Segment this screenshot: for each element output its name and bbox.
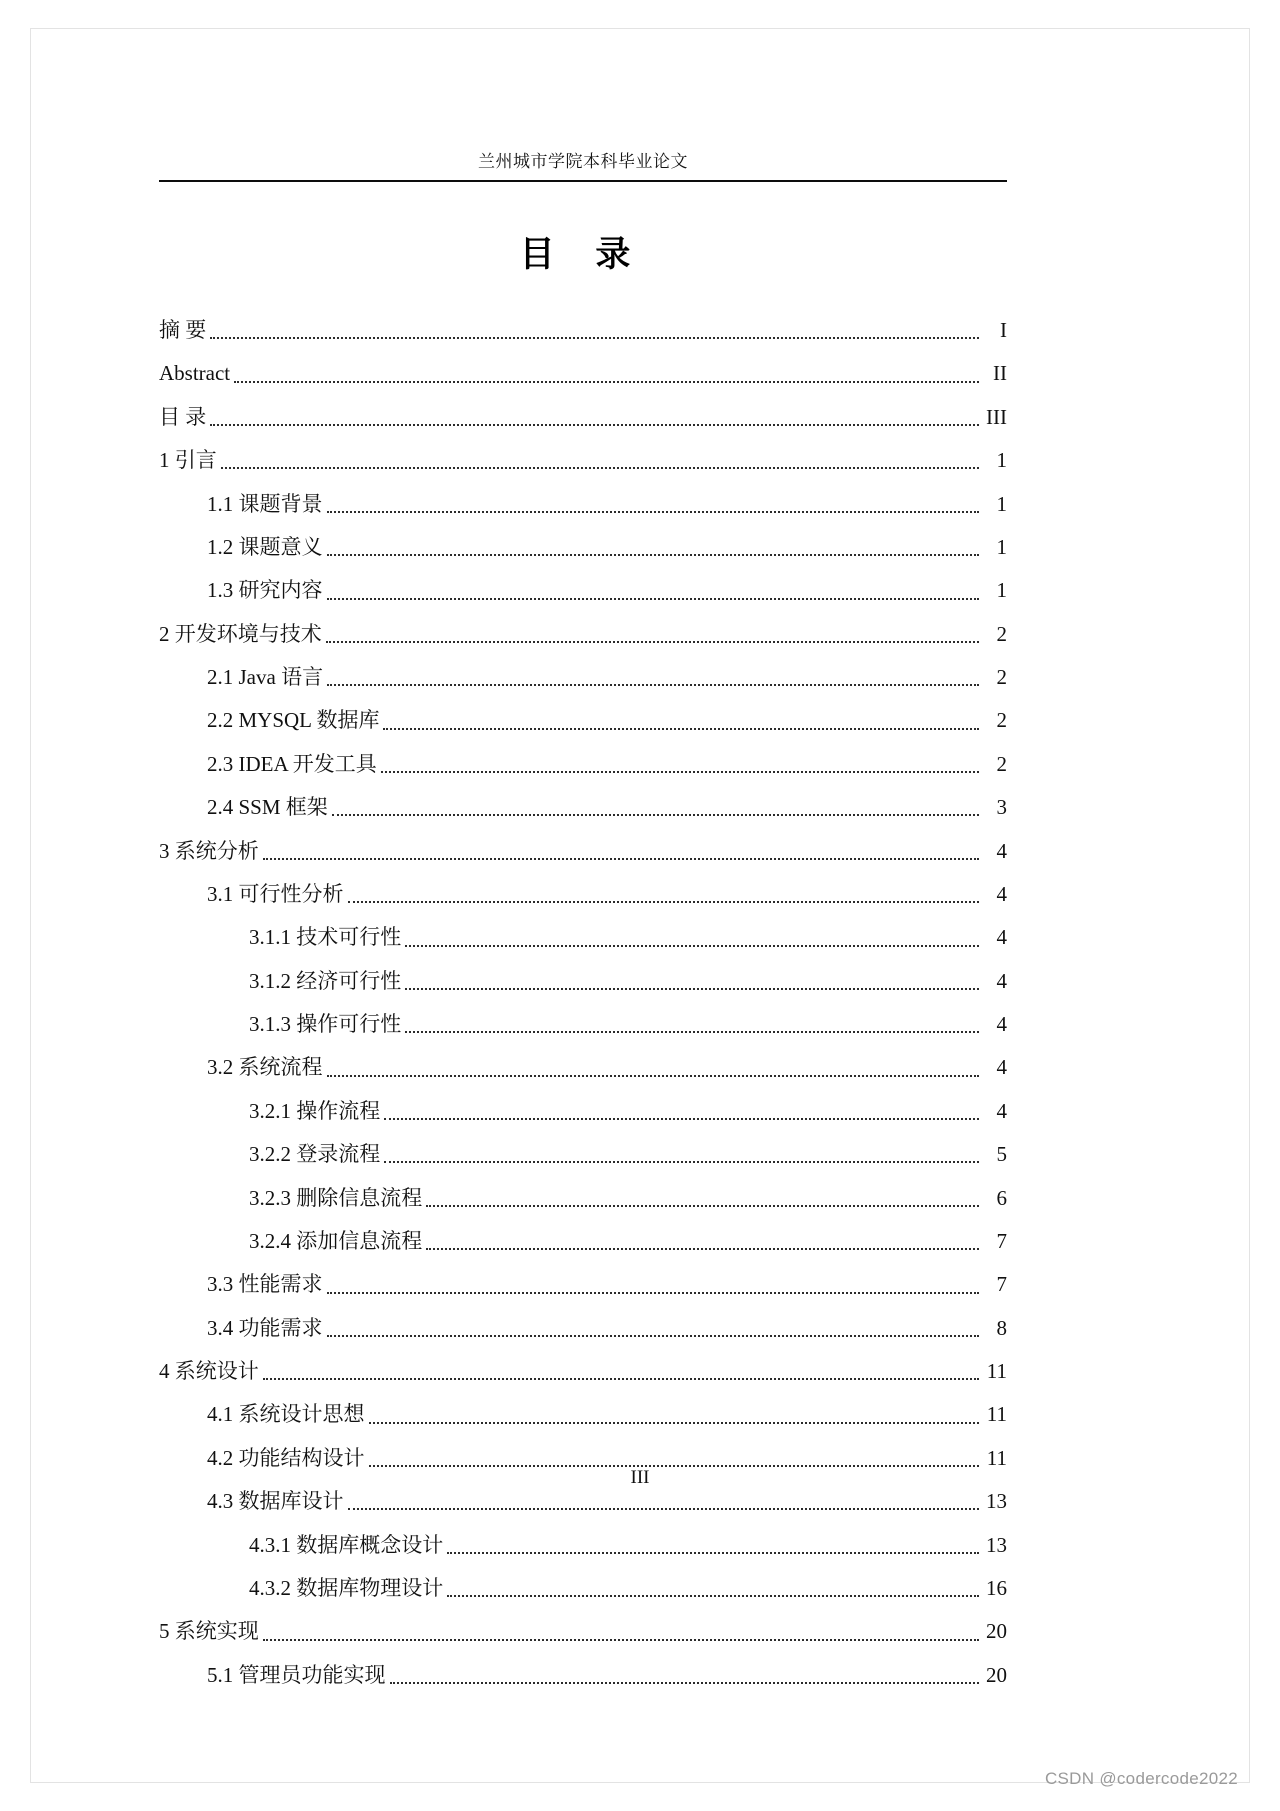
toc-leader-dots [381, 757, 979, 778]
toc-entry-label: 2 开发环境与技术 [159, 621, 322, 646]
toc-leader-dots [221, 453, 979, 474]
toc-entry-page-number: 3 [996, 795, 1007, 820]
toc-leader-dots [426, 1190, 979, 1211]
toc-leader-dots [327, 496, 980, 517]
toc-leader-dots [327, 1060, 980, 1081]
toc-entry-label: 1.2 课题意义 [207, 534, 323, 559]
page-title: 目 录 [519, 235, 647, 274]
toc-leader-dots [383, 713, 979, 734]
toc-entry[interactable] [159, 1011, 1007, 1038]
toc-leader-dots [348, 887, 980, 908]
toc-entry-label: 4.3.2 数据库物理设计 [249, 1575, 444, 1600]
toc-entry-label: 3.4 功能需求 [207, 1315, 323, 1340]
toc-entry-label: 5.1 管理员功能实现 [207, 1662, 386, 1687]
toc-entry-page-number: 11 [986, 1445, 1007, 1470]
toc-entry-page-number: 20 [986, 1619, 1007, 1644]
toc-leader-dots [263, 843, 979, 864]
toc-entry-label: 3.2.1 操作流程 [249, 1098, 381, 1123]
toc-entry-label: 3.2.2 登录流程 [249, 1142, 381, 1167]
toc-entry[interactable] [159, 1098, 1007, 1125]
toc-leader-dots [384, 1104, 979, 1125]
page-sheet [30, 28, 1250, 1783]
toc-entry-page-number: I [1000, 318, 1007, 342]
toc-entry-page-number: II [993, 361, 1007, 386]
toc-entry[interactable] [159, 621, 1007, 648]
toc-entry-label: 摘 要 [159, 318, 207, 342]
toc-entry-label: 3.1.3 操作可行性 [249, 1012, 402, 1036]
toc-entry-label: 目 录 [159, 404, 207, 429]
toc-entry-page-number: 7 [996, 1228, 1007, 1253]
toc-leader-dots [327, 583, 980, 604]
toc-entry[interactable] [159, 1271, 1007, 1298]
toc-entry-page-number: 2 [996, 621, 1007, 646]
toc-entry-label: 4.1 系统设计思想 [207, 1402, 365, 1427]
toc-entry[interactable] [159, 924, 1007, 951]
toc-entry-label: 4 系统设计 [159, 1359, 259, 1383]
toc-entry[interactable] [159, 1054, 1007, 1081]
toc-entry[interactable] [159, 1575, 1007, 1602]
toc-entry[interactable] [159, 404, 1007, 431]
toc-entry-page-number: 13 [986, 1532, 1007, 1557]
toc-leader-dots [447, 1581, 979, 1602]
toc-entry[interactable] [159, 751, 1007, 778]
toc-leader-dots [327, 540, 980, 561]
toc-entry[interactable] [159, 1618, 1007, 1645]
running-header: 兰州城市学院本科毕业论文 [478, 152, 688, 171]
toc-entry-page-number: 16 [986, 1575, 1007, 1600]
toc-entry-label: 2.1 Java 语言 [207, 665, 324, 689]
toc-leader-dots [234, 366, 979, 387]
toc-entry-page-number: 6 [996, 1185, 1007, 1210]
toc-entry-page-number: 4 [996, 1098, 1007, 1123]
toc-entry-label: 1 引言 [159, 448, 217, 473]
toc-leader-dots [369, 1407, 980, 1428]
toc-entry[interactable] [159, 317, 1007, 344]
toc-entry-page-number: 5 [996, 1142, 1007, 1167]
toc-leader-dots [263, 1364, 979, 1385]
header-rule [159, 180, 1007, 182]
toc-entry-page-number: 2 [996, 665, 1007, 689]
toc-leader-dots [405, 974, 979, 995]
toc-entry-page-number: 11 [986, 1359, 1007, 1383]
toc-entry[interactable] [159, 1488, 1007, 1515]
toc-entry-page-number: 4 [996, 881, 1007, 906]
toc-leader-dots [327, 1321, 980, 1342]
toc-leader-dots [405, 930, 979, 951]
toc-entry-label: 2.3 IDEA 开发工具 [207, 751, 377, 776]
toc-entry[interactable] [159, 664, 1007, 691]
toc-entry-page-number: 7 [996, 1272, 1007, 1297]
toc-leader-dots [326, 627, 979, 648]
toc-entry-page-number: 4 [996, 1055, 1007, 1080]
toc-entry[interactable] [159, 447, 1007, 474]
toc-entry[interactable] [159, 1662, 1007, 1689]
toc-entry-label: 4.3 数据库设计 [207, 1489, 344, 1514]
toc-entry[interactable] [159, 1141, 1007, 1168]
toc-entry-page-number: 2 [996, 708, 1007, 733]
toc-entry-label: Abstract [159, 361, 231, 386]
toc-entry[interactable] [159, 707, 1007, 734]
toc-entry-label: 3.1.2 经济可行性 [249, 968, 402, 993]
toc-entry-page-number: 8 [996, 1315, 1007, 1340]
toc-entry-page-number: 11 [986, 1402, 1007, 1427]
toc-entry-page-number: 1 [996, 491, 1007, 516]
toc-entry[interactable] [159, 1315, 1007, 1342]
toc-entry-label: 3.1.1 技术可行性 [249, 925, 402, 950]
toc-entry-label: 2.2 MYSQL 数据库 [207, 708, 380, 733]
toc-entry-label: 4.2 功能结构设计 [207, 1445, 365, 1470]
toc-entry-label: 3.2 系统流程 [207, 1055, 323, 1080]
toc-entry-label: 1.3 研究内容 [207, 578, 323, 603]
toc-entry-label: 5 系统实现 [159, 1619, 259, 1644]
toc-entry-label: 3.2.4 添加信息流程 [249, 1228, 423, 1253]
toc-entry[interactable] [159, 491, 1007, 518]
toc-entry-label: 2.4 SSM 框架 [207, 795, 328, 820]
toc-leader-dots [405, 1017, 979, 1038]
toc-entry-label: 4.3.1 数据库概念设计 [249, 1532, 444, 1557]
toc-leader-dots [210, 323, 979, 344]
toc-entry-page-number: III [986, 404, 1007, 429]
toc-leader-dots [348, 1494, 980, 1515]
toc-entry[interactable] [159, 1228, 1007, 1255]
toc-entry-page-number: 1 [996, 578, 1007, 603]
toc-entry-page-number: 13 [986, 1489, 1007, 1514]
toc-entry[interactable] [159, 1185, 1007, 1212]
toc-entry-page-number: 4 [996, 838, 1007, 863]
toc-entry-page-number: 2 [996, 751, 1007, 776]
toc-entry-label: 3.1 可行性分析 [207, 881, 344, 906]
toc-entry[interactable] [159, 881, 1007, 908]
toc-entry[interactable] [159, 968, 1007, 995]
toc-entry[interactable] [159, 1532, 1007, 1559]
toc-entry[interactable] [159, 838, 1007, 865]
toc-entry-page-number: 4 [996, 1012, 1007, 1036]
toc-entry-label: 1.1 课题背景 [207, 491, 323, 516]
toc-leader-dots [210, 410, 979, 431]
toc-entry[interactable] [159, 794, 1007, 821]
toc-leader-dots [332, 800, 979, 821]
toc-entry[interactable] [159, 577, 1007, 604]
watermark: CSDN @codercode2022 [1044, 1769, 1238, 1788]
toc-leader-dots [390, 1668, 980, 1689]
toc-leader-dots [327, 1277, 980, 1298]
toc-leader-dots [263, 1624, 979, 1645]
toc-entry-label: 3.2.3 删除信息流程 [249, 1185, 423, 1210]
toc-entry-page-number: 1 [996, 448, 1007, 473]
toc-leader-dots [447, 1537, 979, 1558]
toc-entry[interactable] [159, 534, 1007, 561]
toc-leader-dots [327, 670, 979, 691]
toc-entry-label: 3.3 性能需求 [207, 1272, 323, 1297]
footer-page-number: III [630, 1467, 650, 1488]
toc-entry-page-number: 20 [986, 1662, 1007, 1687]
toc-entry-label: 3 系统分析 [159, 838, 259, 863]
toc-entry[interactable] [159, 360, 1007, 387]
toc-leader-dots [426, 1234, 979, 1255]
toc-leader-dots [384, 1147, 979, 1168]
toc-entry[interactable] [159, 1401, 1007, 1428]
toc-entry-page-number: 4 [996, 968, 1007, 993]
toc-entry-page-number: 1 [996, 534, 1007, 559]
toc-entry[interactable] [159, 1358, 1007, 1385]
toc-entry-page-number: 4 [996, 925, 1007, 950]
